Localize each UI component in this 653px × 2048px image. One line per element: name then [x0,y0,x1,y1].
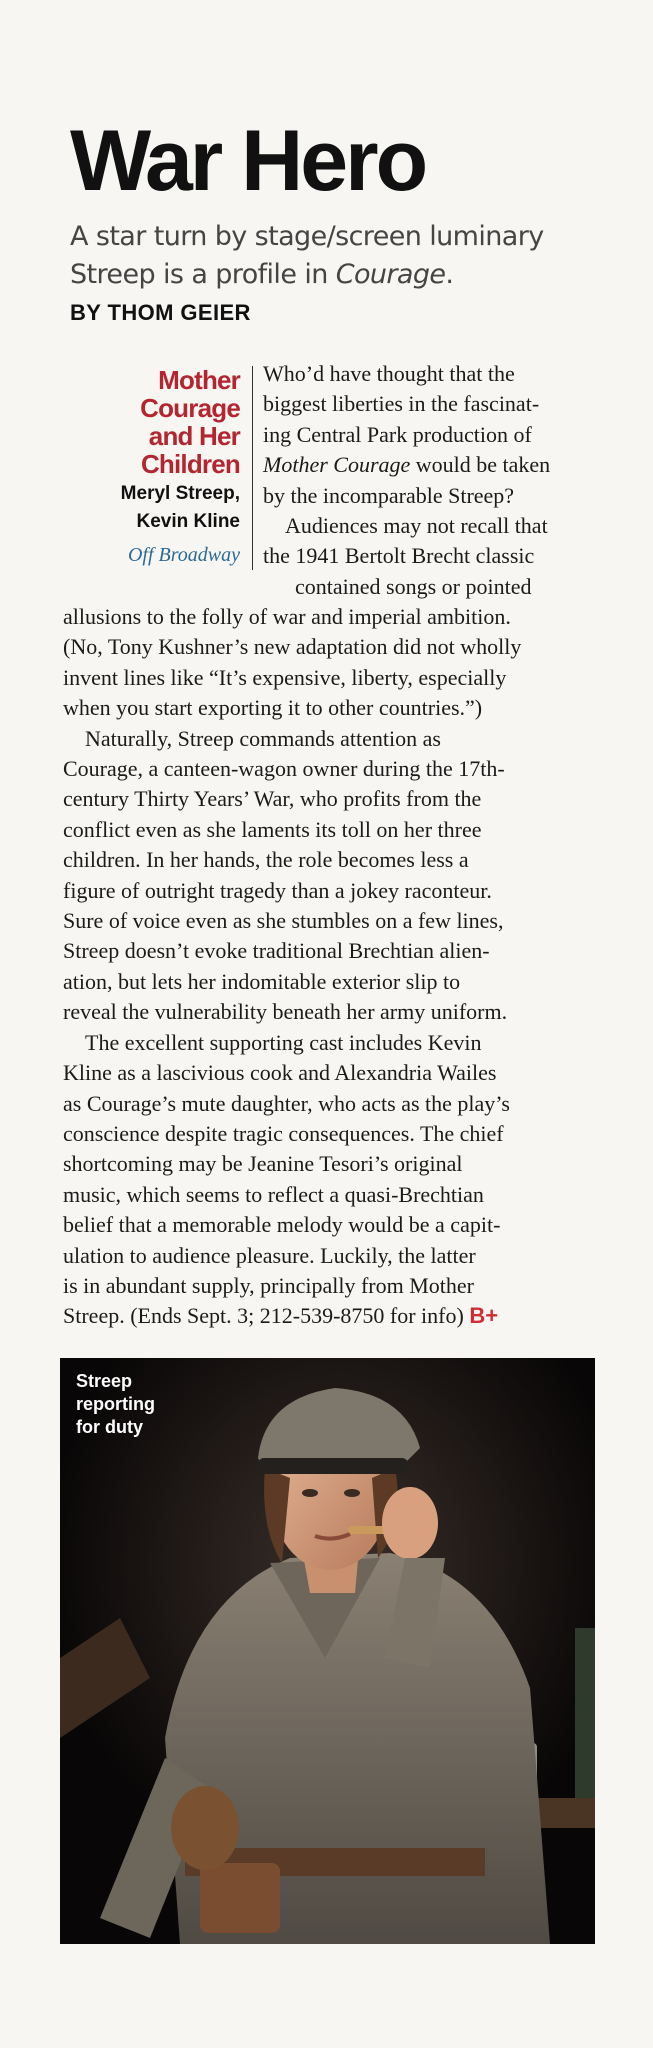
body-italic: Mother Courage [263,452,411,478]
body-line [263,450,597,480]
photo-caption [76,1370,155,1439]
body-line: conscience despite tragic consequences. The chief [63,1120,504,1146]
body-line: ation, but lets her indomitable exterior slip to [63,968,461,994]
show-title-line: Children [140,449,240,479]
caption-line: reporting [76,1394,155,1414]
body-line: shortcoming may be Jeanine Tesori’s original [63,1151,463,1177]
deck-text: Streep is a profile in [70,259,336,290]
show-title-line: Mother [158,365,240,395]
body-line: when you start exporting it to other countries.”) [63,695,483,721]
headline: War Hero [70,113,426,209]
body-line: (No, Tony Kushner’s new adaptation did not wholly [63,634,522,660]
body-line: conflict even as she laments its toll on her three [63,816,482,842]
cast-line: Kevin Kline [136,511,240,532]
body-line: is in abundant supply, principally from Mother [63,1272,475,1298]
body-line [63,1301,593,1331]
body-line: belief that a memorable melody would be a capit- [63,1212,501,1238]
body-line: century Thirty Years’ War, who profits from the [63,786,482,812]
body-line: Naturally, Streep commands attention as [85,725,441,751]
body-line: Streep doesn’t evoke traditional Brechtian alien- [63,938,490,964]
body-line: as Courage’s mute daughter, who acts as the play’s [63,1090,510,1116]
byline: BY THOM GEIER [70,300,251,325]
body-line: Audiences may not recall that [285,513,548,539]
deck-period: . [445,259,454,290]
caption-line: Streep [76,1371,133,1391]
body-line: children. In her hands, the role becomes less a [63,847,469,873]
body-line: ing Central Park production of [263,421,532,447]
show-title-line: and Her [148,421,240,451]
body-line-text: would be taken [415,452,551,478]
show-title [66,366,240,478]
body-line: ulation to audience pleasure. Luckily, the latter [63,1242,476,1268]
body-line: the 1941 Bertolt Brecht classic [263,543,535,569]
deck-line-2 [70,259,453,290]
deck-italic: Courage [335,259,446,290]
cast-line: Meryl Streep, [120,483,240,504]
venue: Off Broadway [127,544,240,566]
body-line: biggest liberties in the fascinat- [263,391,540,417]
show-title-line: Courage [140,393,240,423]
cast-list [66,480,240,536]
photo-illustration [60,1358,595,1944]
body-line: music, which seems to reflect a quasi-Brechtian [63,1181,484,1207]
body-line: Sure of voice even as she stumbles on a few lines, [63,908,504,934]
body-line: The excellent supporting cast includes Kevin [85,1029,482,1055]
deck-line-1: A star turn by stage/screen luminary [70,221,544,252]
body-line: Who’d have thought that the [263,361,515,386]
body-line: by the incomparable Streep? [263,482,515,508]
body-line: contained songs or pointed [295,573,532,599]
body-line: invent lines like “It’s expensive, liberty, especially [63,664,507,690]
body-line-text: Streep. (Ends Sept. 3; 212-539-8750 for info) [63,1303,464,1329]
body-line: reveal the vulnerability beneath her army uniform. [63,999,508,1025]
body-column-wide [63,602,593,1332]
body-line: Courage, a canteen-wagon owner during the 17th- [63,756,505,782]
review-infobox [66,366,253,570]
caption-line: for duty [76,1417,143,1437]
deck [70,218,630,294]
body-line: Kline as a lascivious cook and Alexandria Wailes [63,1060,497,1086]
body-line: allusions to the folly of war and imperial ambition. [63,604,511,629]
body-line: figure of outright tragedy than a jokey raconteur. [63,877,492,903]
photo-streep [60,1358,595,1944]
grade-badge: B+ [469,1303,499,1329]
body-column-narrow [263,359,597,602]
